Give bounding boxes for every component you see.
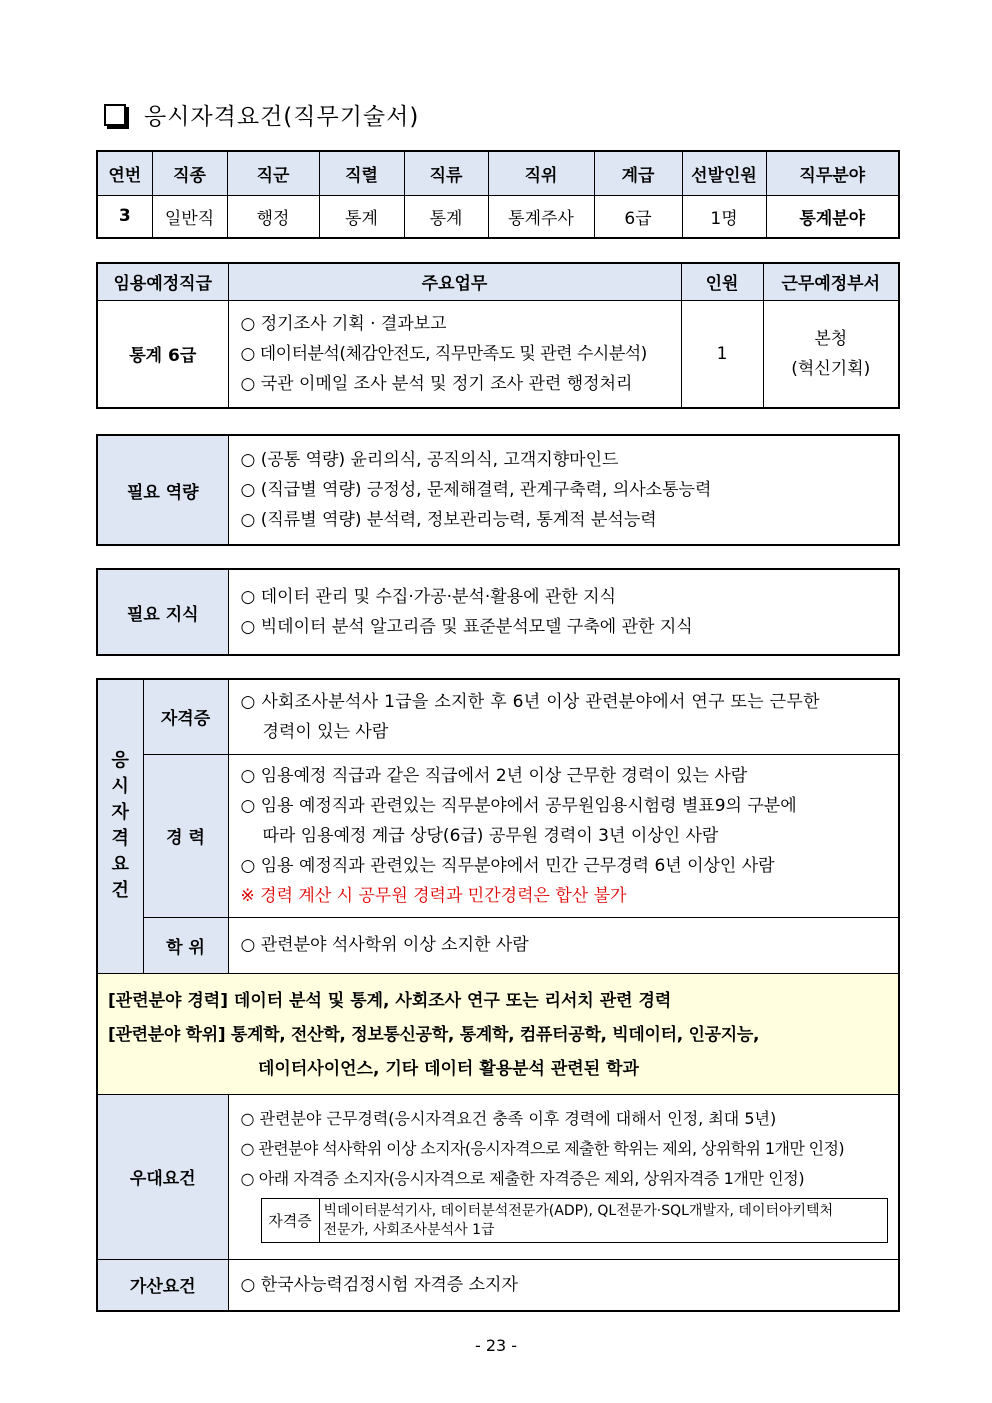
header-cell: 직종 (152, 151, 227, 195)
duty-item: ○ 데이터분석(체감안전도, 직무만족도 및 관련 수시분석) (240, 343, 647, 364)
preference-cert-table (261, 1198, 888, 1243)
knowledge-table (96, 568, 900, 656)
duty-item: ○ 정기조사 기획 · 결과보고 (240, 313, 447, 334)
qualification-vertical-label (97, 679, 143, 973)
degree-row (97, 917, 899, 973)
career-note: ※ 경력 계산 시 공무원 경력과 민간경력은 합산 불가 (240, 885, 627, 906)
duty-item: ○ 국관 이메일 조사 분석 및 정기 조사 관련 행정처리 (240, 373, 633, 394)
cert-line: ○ 사회조사분석사 1급을 소지한 후 6년 이상 관련분야에서 연구 또는 근무한 (240, 691, 820, 712)
table-cell: 6급 (594, 195, 682, 238)
position-data-row (97, 195, 899, 238)
header-cell: 직렬 (319, 151, 404, 195)
career-label: 경 력 (143, 754, 228, 917)
qualification-table (96, 678, 900, 1312)
duties-table (96, 262, 900, 409)
cert-cell (228, 679, 899, 754)
bonus-label: 가산요건 (97, 1259, 228, 1311)
degree-label: 학 위 (143, 917, 228, 973)
knowledge-item: ○ 빅데이터 분석 알고리즘 및 표준분석모델 구축에 관한 지식 (240, 617, 693, 637)
count-cell: 1 (681, 300, 763, 408)
preference-item: ○ 관련분야 근무경력(응시자격요건 충족 이후 경력에 대해서 인정, 최대 5년) (240, 1109, 777, 1128)
preference-row (97, 1094, 899, 1259)
table-cell: 통계주사 (488, 195, 594, 238)
preference-cell (228, 1094, 899, 1259)
related-degree-cont: 데이터사이언스, 기타 데이터 활용분석 관련된 학과 (258, 1058, 639, 1079)
vertical-char: 자 (111, 802, 129, 824)
header-cell: 주요업무 (228, 263, 681, 300)
header-cell: 직류 (404, 151, 488, 195)
table-cell: 1명 (682, 195, 766, 238)
knowledge-item: ○ 데이터 관리 및 수집·가공·분석·활용에 관한 지식 (240, 587, 616, 607)
section-title (104, 98, 419, 131)
preference-label: 우대요건 (97, 1094, 228, 1259)
competency-cell (228, 435, 899, 545)
page-number: - 23 - (474, 1336, 518, 1355)
grade-cell: 통계 6급 (97, 300, 228, 408)
dept-line: (혁신기획) (791, 358, 871, 379)
header-cell: 임용예정직급 (97, 263, 228, 300)
dept-line: 본청 (814, 328, 848, 349)
competency-label: 필요 역량 (97, 435, 228, 545)
career-line: ○ 임용예정 직급과 같은 직급에서 2년 이상 근무한 경력이 있는 사람 (240, 765, 748, 786)
cert-label: 자격증 (143, 679, 228, 754)
knowledge-label: 필요 지식 (97, 569, 228, 655)
competency-item: ○ (직류별 역량) 분석력, 정보관리능력, 통계적 분석능력 (240, 510, 657, 530)
duties-data-row (97, 300, 899, 408)
table-cell: 행정 (227, 195, 319, 238)
vertical-char: 응 (111, 750, 129, 772)
header-cell: 직군 (227, 151, 319, 195)
career-line: ○ 임용 예정직과 관련있는 직무분야에서 민간 근무경력 6년 이상인 사람 (240, 855, 775, 876)
header-cell: 직무분야 (766, 151, 899, 195)
competency-item: ○ (직급별 역량) 긍정성, 문제해결력, 관계구축력, 의사소통능력 (240, 480, 712, 500)
table-cell: 3 (97, 195, 152, 238)
vertical-char: 시 (111, 776, 129, 798)
position-header-row (97, 151, 899, 195)
header-cell: 직위 (488, 151, 594, 195)
preference-item: ○ 아래 자격증 소지자(응시자격으로 제출한 자격증은 제외, 상위자격증 1개만 인정) (240, 1169, 805, 1188)
bonus-row (97, 1259, 899, 1311)
competency-item: ○ (공통 역량) 윤리의식, 공직의식, 고객지향마인드 (240, 450, 619, 470)
dept-cell (763, 300, 899, 408)
inner-cert-label: 자격증 (261, 1199, 319, 1243)
table-cell: 통계 (319, 195, 404, 238)
section-title-text: 응시자격요건(직무기술서) (144, 104, 420, 130)
preference-item: ○ 관련분야 석사학위 이상 소지자(응시자격으로 제출한 학위는 제외, 상위학위 1개만 인정) (240, 1139, 845, 1158)
competency-table (96, 434, 900, 546)
knowledge-cell (228, 569, 899, 655)
table-cell: 통계 (404, 195, 488, 238)
career-line: 따라 임용예정 계급 상당(6급) 공무원 경력이 3년 이상인 사람 (262, 825, 719, 846)
header-cell: 인원 (681, 263, 763, 300)
related-degree: [관련분야 학위] 통계학, 전산학, 정보통신공학, 통계학, 컴퓨터공학, 빅데이터, 인공지능, (108, 1024, 760, 1045)
related-career: [관련분야 경력] 데이터 분석 및 통계, 사회조사 연구 또는 리서치 관련 경력 (108, 990, 672, 1011)
career-cell (228, 754, 899, 917)
cert-line: 경력이 있는 사람 (262, 721, 389, 742)
position-table (96, 150, 900, 239)
cert-row (97, 679, 899, 754)
header-cell: 선발인원 (682, 151, 766, 195)
related-note (97, 973, 899, 1094)
checkbox-icon (104, 104, 126, 126)
duties-header-row (97, 263, 899, 300)
inner-cert-line: 전문가, 사회조사분석사 1급 (323, 1221, 495, 1238)
header-cell: 연번 (97, 151, 152, 195)
degree-cell: ○ 관련분야 석사학위 이상 소지한 사람 (228, 917, 899, 973)
bonus-cell: ○ 한국사능력검정시험 자격증 소지자 (228, 1259, 899, 1311)
vertical-char: 건 (111, 880, 129, 902)
career-line: ○ 임용 예정직과 관련있는 직무분야에서 공무원임용시험령 별표9의 구분에 (240, 795, 797, 816)
header-cell: 계급 (594, 151, 682, 195)
vertical-char: 요 (111, 854, 129, 876)
header-cell: 근무예정부서 (763, 263, 899, 300)
table-cell: 일반직 (152, 195, 227, 238)
duties-cell (228, 300, 681, 408)
career-row (97, 754, 899, 917)
table-cell: 통계분야 (766, 195, 899, 238)
inner-cert-line: 빅데이터분석기사, 데이터분석전문가(ADP), QL전문가·SQL개발자, 데이터아키텍처 (323, 1202, 834, 1219)
inner-cert-list (319, 1199, 887, 1243)
vertical-char: 격 (111, 828, 129, 850)
related-row (97, 973, 899, 1094)
